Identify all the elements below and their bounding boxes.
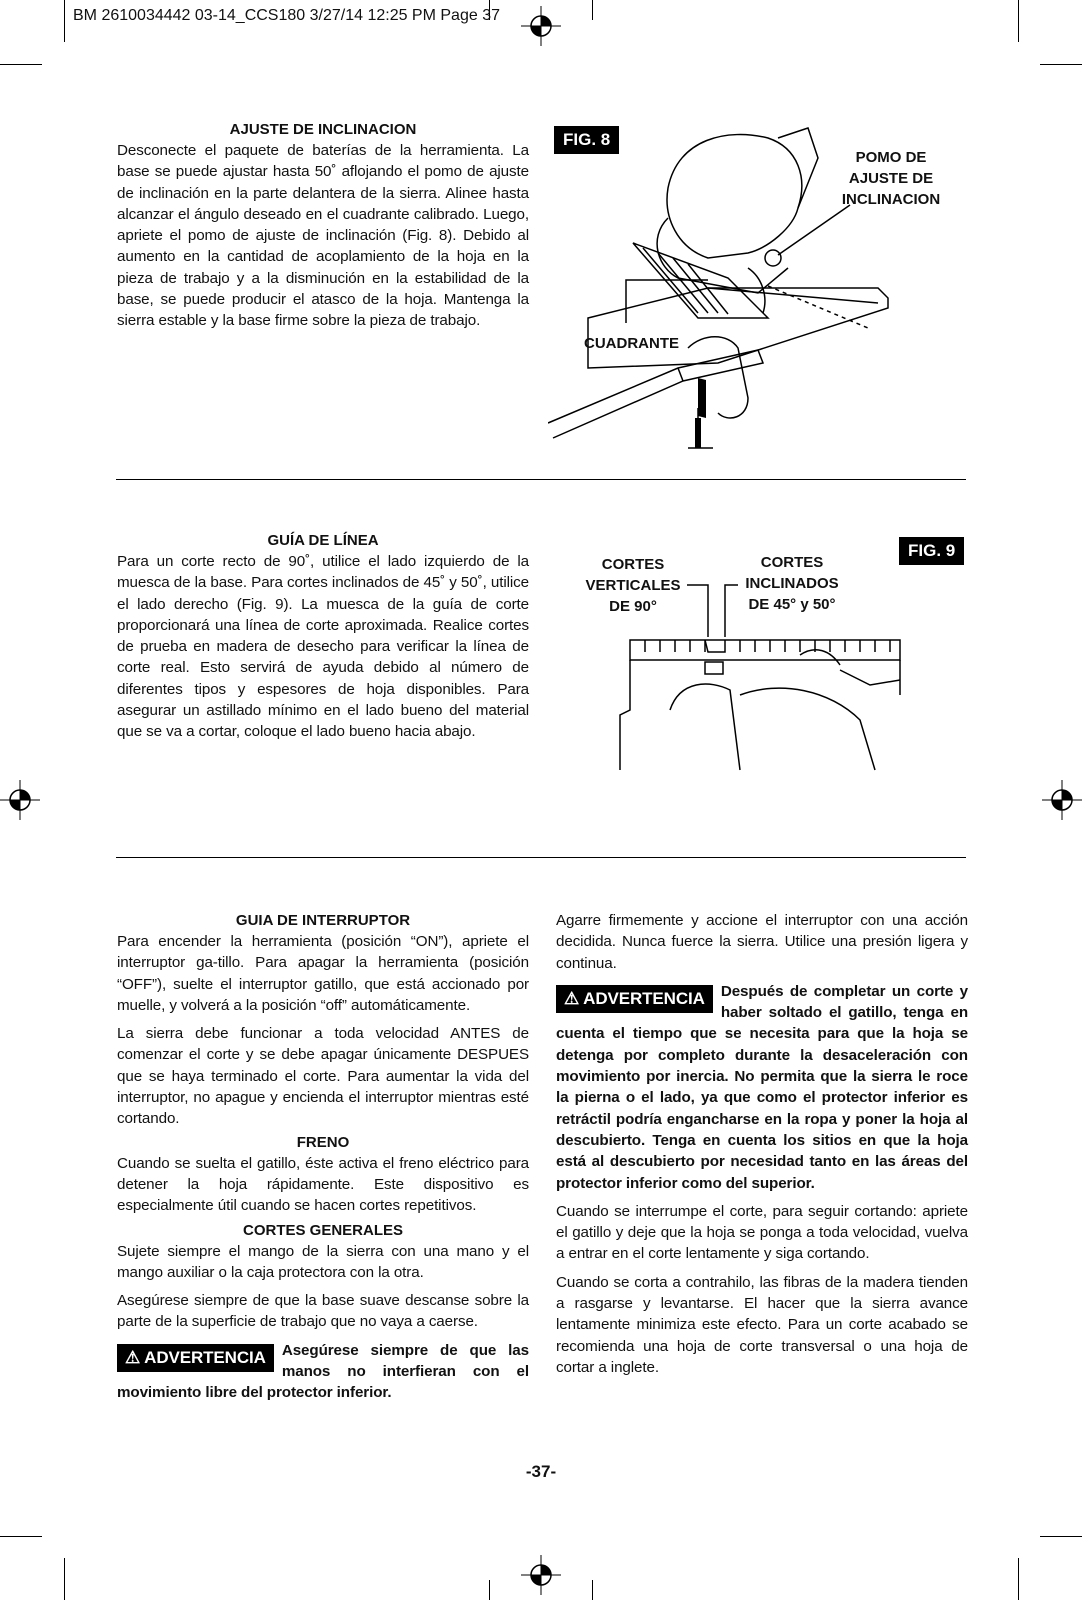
heading-brake: FRENO [296, 1133, 350, 1151]
callout-line: VERTICALES [585, 577, 681, 594]
heading-general-cuts: CORTES GENERALES [242, 1221, 404, 1239]
section-text: Desconecte el paquete de baterías de la herramienta. La base se puede ajustar hasta 50˚ aflojando el pomo de ajuste de inclinación en la parte delantera de la sierra. Alinee hasta alcanzar el ángulo deseado en el cuadrante calibrado. Luego, apriete el pomo de ajuste de inclinación (Fig. 8). Debido al aumento en la cantidad de acoplamiento de la hoja en la pieza de trabajo y a la disminución en la estabilidad de la base, se puede producir el atasco de la hoja. Mantenga la sierra estable y la base firme sobre la pieza de trabajo. [117, 142, 529, 330]
paragraph: Cuando se suelta el gatillo, éste activa el freno eléctrico para detener la hoja rápidamente. Este dispositivo es especialmente útil cuando se hacen cortes repetitivos. [117, 1154, 529, 1215]
right-column [556, 910, 968, 1378]
warning-badge [556, 985, 713, 1013]
warning-triangle-icon: ⚠ [125, 1347, 141, 1367]
callout-line: CORTES [760, 554, 824, 571]
section-line-guide [117, 530, 529, 743]
registration-mark-icon [521, 6, 561, 46]
crop-mark [64, 0, 65, 42]
figure-tag: FIG. 8 [554, 126, 619, 154]
registration-mark-icon [0, 780, 40, 820]
section-heading: GUÍA DE LÍNEA [267, 532, 379, 549]
crop-mark [489, 1580, 490, 1600]
print-slug: BM 2610034442 03-14_CCS180 3/27/14 12:25 PM Page 37 [73, 7, 500, 24]
crop-mark [1018, 1558, 1019, 1600]
callout-line: AJUSTE DE [848, 170, 934, 187]
heading-switch: GUIA DE INTERRUPTOR [235, 912, 411, 929]
saw-base-notch-illustration [600, 570, 980, 790]
paragraph: La sierra debe funcionar a toda velocidad ANTES de comenzar el corte y se debe apagar únicamente DESPUES que se haya terminado el corte. Para aumentar la vida del interruptor, no apague y encienda el interruptor mientras esté cortando. [117, 1025, 529, 1128]
paragraph: Cuando se corta a contrahilo, las fibras de la madera tienden a rasgarse y levantarse. El hacer que la sierra avance lentamente minimiza este efecto. Para un corte acabado se recomienda una hoja de corte transversal o una hoja de cortar a inglete. [556, 1273, 968, 1376]
warning-text: Asegúrese siempre de que las manos no interfieran con el movimiento libre del protector inferior. [117, 1341, 529, 1402]
callout-line: DE 90° [609, 598, 657, 615]
paragraph: Asegúrese siempre de que la base suave descanse sobre la parte de la superficie de trabajo que no vaya a caerse. [117, 1292, 529, 1331]
section-tilt-adjust [117, 119, 529, 332]
crop-mark [592, 1580, 593, 1600]
crop-mark [592, 0, 593, 20]
section-heading: AJUSTE DE INCLINACION [229, 121, 417, 138]
crop-mark [0, 1536, 42, 1537]
crop-mark [64, 1558, 65, 1600]
paragraph: Para encender la herramienta (posición “ON”), apriete el interruptor ga-tillo. Para apagar la herramienta (posición “OFF”), suelte el interruptor gatillo, que está accionado por muelle, y volverá a la posición “off” automáticamente. [117, 933, 529, 1014]
warning-label: ADVERTENCIA [144, 1347, 266, 1367]
callout-line: INCLINADOS [745, 575, 839, 592]
left-column [117, 910, 529, 1404]
callout-tilt-knob [836, 147, 946, 210]
callout-line: CORTES [601, 556, 665, 573]
warning-text: Después de completar un corte y haber soltado el gatillo, tenga en cuenta el tiempo que se necesita para que la hoja se detenga por completo durante la desaceleración con movimiento por inercia. No permita que la sierra le roce la pierna o el lado, ya que como el protector inferior es retráctil podría engancharse en la ropa y poner la hoja al descubierto. Tenga en cuenta los sitios en que la hoja está al descubierto por necesidad tanto en las áreas del protector inferior como del superior. [556, 982, 968, 1192]
crop-mark [1040, 1536, 1082, 1537]
section-divider [116, 479, 966, 480]
warning-triangle-icon: ⚠ [564, 988, 580, 1008]
warning-badge [117, 1344, 274, 1372]
callout-line: POMO DE [855, 149, 927, 166]
registration-mark-icon [521, 1555, 561, 1595]
callout-line: DE 45° y 50° [748, 596, 836, 613]
warning-label: ADVERTENCIA [583, 988, 705, 1008]
registration-mark-icon [1042, 780, 1082, 820]
figure-tag: FIG. 9 [899, 537, 964, 565]
paragraph: Agarre firmemente y accione el interruptor con una acción decidida. Nunca fuerce la sierra. Utilice una presión ligera y continua. [556, 912, 968, 972]
page-number: -37- [525, 1462, 557, 1481]
section-divider [116, 857, 966, 858]
section-text: Para un corte recto de 90˚, utilice el lado izquierdo de la muesca de la base. Para cortes inclinados de 45˚ y 50˚, utilice el lado derecho (Fig. 9). La muesca de la guía de corte proporcionará una línea de corte aproximada. Realice cortes de prueba en madera de desecho para verificar la línea de corte real. Esto servirá de ayuda debido al número de diferentes tipos y espesores de hoja disponibles. Para asegurar un astillado mínimo en el lado bueno del material que se va a cortar, coloque el lado bueno hacia abajo. [117, 553, 529, 741]
crop-mark [0, 64, 42, 65]
warning-block [117, 1340, 529, 1404]
crop-mark [1040, 64, 1082, 65]
warning-block [556, 981, 968, 1194]
paragraph: Sujete siempre el mango de la sierra con una mano y el mango auxiliar o la caja protectora con la otra. [117, 1242, 529, 1281]
callout-quadrant: CUADRANTE [584, 335, 679, 352]
crop-mark [1018, 0, 1019, 42]
callout-line: INCLINACION [841, 191, 941, 208]
paragraph: Cuando se interrumpe el corte, para seguir cortando: apriete el gatillo y deje que la hoja se ponga a toda velocidad, vuelva a entrar en el corte lentamente y siga cortando. [556, 1202, 968, 1263]
